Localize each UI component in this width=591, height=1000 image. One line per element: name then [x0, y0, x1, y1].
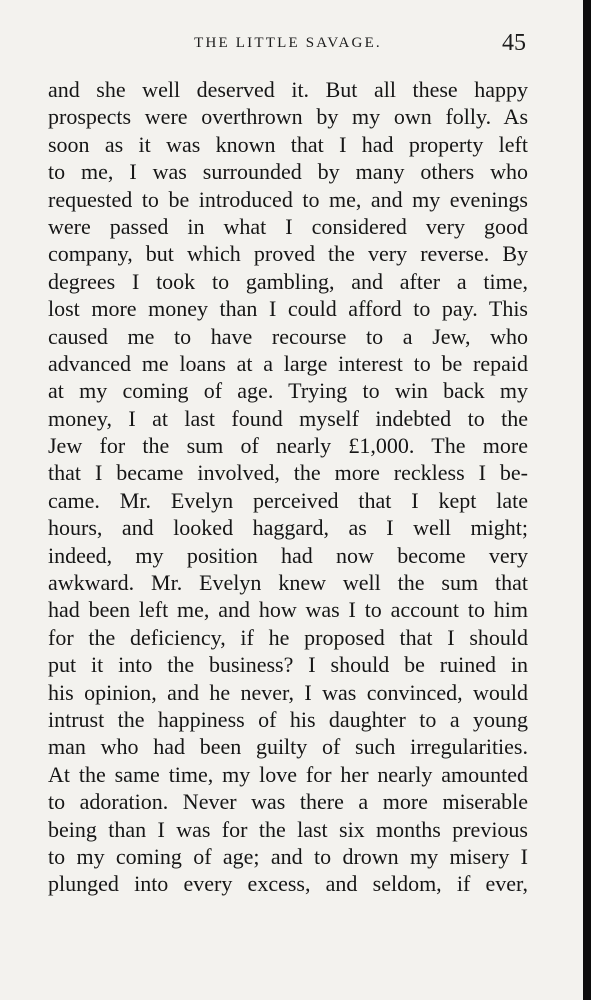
running-head — [48, 30, 528, 60]
text-line: were passed in what I considered very good — [48, 213, 528, 239]
text-line: to me, I was surrounded by many others who — [48, 159, 528, 185]
text-line: At the same time, my love for her nearly amounted — [48, 761, 528, 787]
page-edge-shadow — [583, 0, 591, 1000]
text-line: that I became involved, the more reckless I be- — [48, 460, 528, 486]
running-title: THE LITTLE SAVAGE. — [194, 35, 382, 51]
text-line: requested to be introduced to me, and my evenings — [48, 186, 528, 212]
text-line: degrees I took to gambling, and after a time, — [48, 268, 528, 294]
page-number: 45 — [502, 30, 526, 56]
text-line: at my coming of age. Trying to win back my — [48, 378, 528, 404]
text-line: to my coming of age; and to drown my misery I — [48, 843, 528, 869]
text-line: plunged into every excess, and seldom, if ever, — [48, 871, 528, 897]
text-line: intrust the happiness of his daughter to a young — [48, 706, 528, 732]
text-line: had been left me, and how was I to account to him — [48, 597, 528, 623]
text-line: hours, and looked haggard, as I well might; — [48, 515, 528, 541]
text-line: lost more money than I could afford to pay. This — [48, 296, 528, 322]
text-line: money, I at last found myself indebted to the — [48, 405, 528, 431]
text-line: his opinion, and he never, I was convinced, would — [48, 679, 528, 705]
text-line: came. Mr. Evelyn perceived that I kept late — [48, 487, 528, 513]
text-line: being than I was for the last six months previous — [48, 816, 528, 842]
text-line: prospects were overthrown by my own folly. As — [48, 104, 528, 130]
text-line: man who had been guilty of such irregularities. — [48, 734, 528, 760]
text-line: company, but which proved the very reverse. By — [48, 241, 528, 267]
body-text — [48, 76, 528, 898]
text-line: soon as it was known that I had property left — [48, 131, 528, 157]
text-line: put it into the business? I should be ruined in — [48, 652, 528, 678]
text-line: advanced me loans at a large interest to be repaid — [48, 350, 528, 376]
text-line: indeed, my position had now become very — [48, 542, 528, 568]
text-line: to adoration. Never was there a more miserable — [48, 789, 528, 815]
text-line: for the deficiency, if he proposed that I should — [48, 624, 528, 650]
text-line: awkward. Mr. Evelyn knew well the sum that — [48, 570, 528, 596]
text-line: and she well deserved it. But all these happy — [48, 77, 528, 102]
text-line: caused me to have recourse to a Jew, who — [48, 323, 528, 349]
text-line: Jew for the sum of nearly £1,000. The more — [48, 433, 528, 459]
